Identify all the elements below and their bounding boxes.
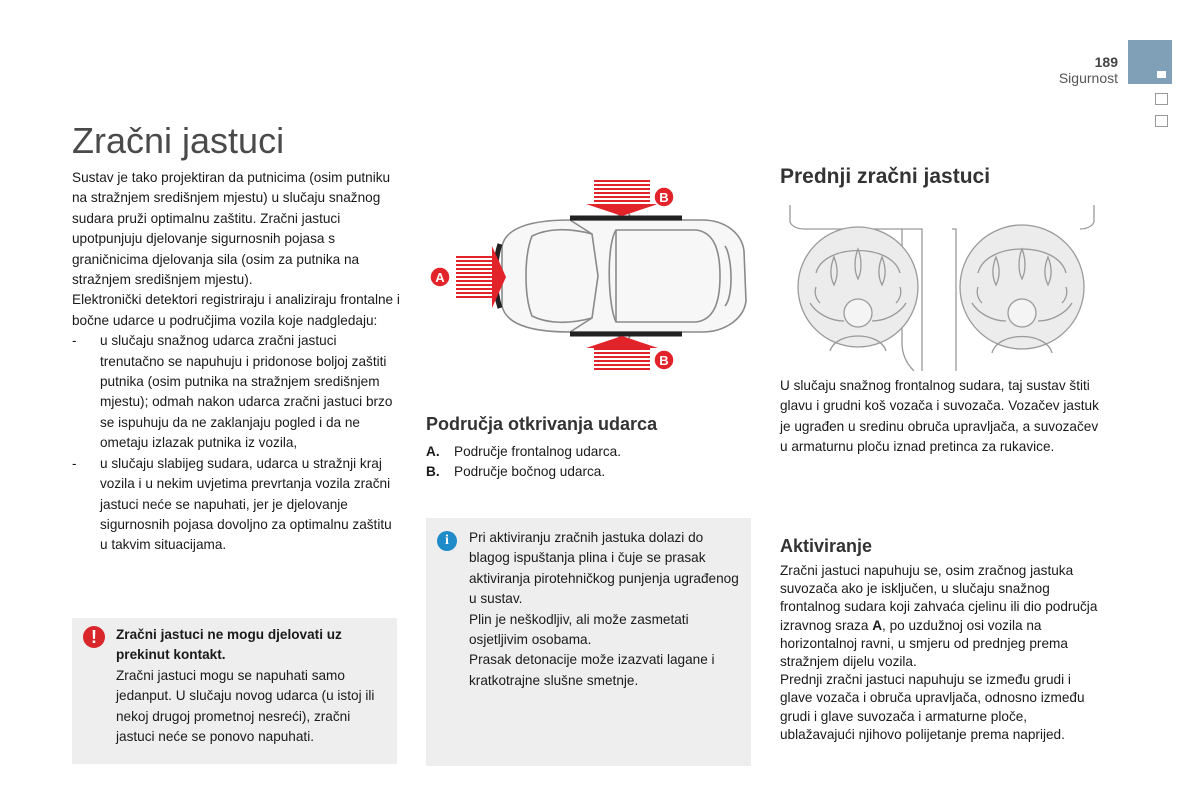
- chapter-tab-marker: [1157, 71, 1166, 78]
- arrow-b-bottom: [586, 336, 658, 372]
- exclamation-icon: !: [83, 626, 105, 648]
- page-title: Zračni jastuci: [72, 120, 285, 161]
- activation-title: Aktiviranje: [780, 536, 873, 556]
- activation-paragraph: [780, 562, 1102, 671]
- intro-paragraph: Elektronički detektori registriraju i analiziraju frontalne i bočne udarce u područjima vozila koje nadgledaju:: [72, 292, 400, 328]
- zone-text: Područje bočnog udarca.: [454, 464, 606, 480]
- zones-list: [426, 442, 746, 483]
- chapter-tab-box: [1155, 93, 1168, 105]
- info-text: [469, 528, 747, 691]
- list-item: [72, 331, 402, 453]
- dash-marker: -: [72, 455, 77, 471]
- warning-text: [116, 625, 391, 747]
- warning-body: Zračni jastuci mogu se napuhati samo jedanput. U slučaju novog udarca (u istoj ili nekoj drugoj prometnoj nesreći), zračni jastuci neće se ponovo napuhati.: [116, 667, 375, 745]
- warning-box: [72, 618, 397, 764]
- label-a: A: [435, 270, 445, 285]
- warning-title: Zračni jastuci ne mogu djelovati uz prekinut kontakt.: [116, 627, 342, 663]
- activation-text-part: , po uzdužnoj osi vozila na horizontalnoj ravni, u smjeru od prednjeg prema stražnjem dijelu vozila.: [780, 617, 1068, 670]
- arrow-b-top: [586, 180, 658, 216]
- info-icon: i: [437, 531, 457, 551]
- intro-paragraph: Sustav je tako projektiran da putnicima (osim putniku na stražnjem središnjem mjestu) u slučaju snažnog sudara pruži optimalnu zaštitu. Zračni jastuci upotpunjuju djelovanje sigurnosnih pojasa s graničnicima djelovanja sila (osim za putnika na stražnjem središnjem mjestu).: [72, 170, 391, 288]
- info-paragraph: Plin je neškodljiv, ali može zasmetati osjetljivim osobama.: [469, 611, 689, 648]
- front-airbags-illustration: [786, 203, 1098, 371]
- activation-zone-label: A: [872, 617, 883, 633]
- zones-title: Područja otkrivanja udarca: [426, 414, 658, 434]
- dash-list: [72, 331, 402, 555]
- list-item: [72, 454, 402, 556]
- list-item: [426, 442, 746, 462]
- front-airbags-text: U slučaju snažnog frontalnog sudara, taj sustav štiti glavu i grudni koš vozača i suvozača. Vozačev jastuk je ugrađen u sredinu obruča upravljača, a suvozačev u armaturnu ploču iznad pretinca za rukavice.: [780, 378, 1099, 455]
- chapter-tab: [1128, 40, 1172, 84]
- car-outline: [502, 212, 746, 340]
- list-item: [426, 462, 746, 482]
- section-name: Sigurnost: [1058, 70, 1118, 86]
- activation-text: [780, 562, 1102, 744]
- zone-label: B.: [426, 464, 440, 480]
- zone-text: Područje frontalnog udarca.: [454, 444, 622, 459]
- info-paragraph: Prasak detonacije može izazvati lagane i kratkotrajne slušne smetnje.: [469, 652, 715, 688]
- front-airbags-title: Prednji zračni jastuci: [780, 165, 991, 188]
- zone-label: A.: [426, 444, 440, 459]
- list-item-text: u slučaju slabijeg sudara, udarca u stražnji kraj vozila i u nekim uvjetima prevrtanja vozila zračni jastuci neće se napuhati, jer je djelovanje sigurnosnih pojasa dovoljno za optimalnu zaštitu u takvim situacijama.: [100, 455, 392, 553]
- list-item-text: u slučaju snažnog udarca zračni jastuci trenutačno se napuhuju i pridonose boljoj zaštiti putnika (osim putnika na stražnjem središnjem mjestu); odmah nakon udarca zračni jastuci brzo se ispuhuju da ne zaklanjaju pogled i da ne ometaju izlazak putnika iz vozila,: [100, 333, 393, 451]
- activation-paragraph: Prednji zračni jastuci napuhuju se između grudi i glave vozača i obruča upravljača, odnosno između grudi i glave suvozača i armaturne ploče, ublažavajući njihovo polijetanje prema naprijed.: [780, 672, 1085, 742]
- label-b-top: B: [659, 190, 669, 205]
- info-box: [426, 518, 751, 766]
- intro-text: [72, 168, 402, 556]
- label-b-bottom: B: [659, 353, 669, 368]
- impact-zones-diagram: [420, 176, 760, 386]
- activation-text-part: Zračni jastuci napuhuju se, osim zračnog jastuka suvozača ako je isključen, u slučaju snažnog frontalnog sudara koji zahvaća cjelinu ili dio područja izravnog sraza: [780, 563, 1098, 633]
- dash-marker: -: [72, 333, 77, 349]
- info-paragraph: Pri aktiviranju zračnih jastuka dolazi do blagog ispuštanja plina i čuje se prasak aktiviranja pirotehničkog punjenja ugrađenog u sustav.: [469, 530, 739, 607]
- page-number: 189: [1094, 54, 1118, 70]
- chapter-tab-box: [1155, 115, 1168, 127]
